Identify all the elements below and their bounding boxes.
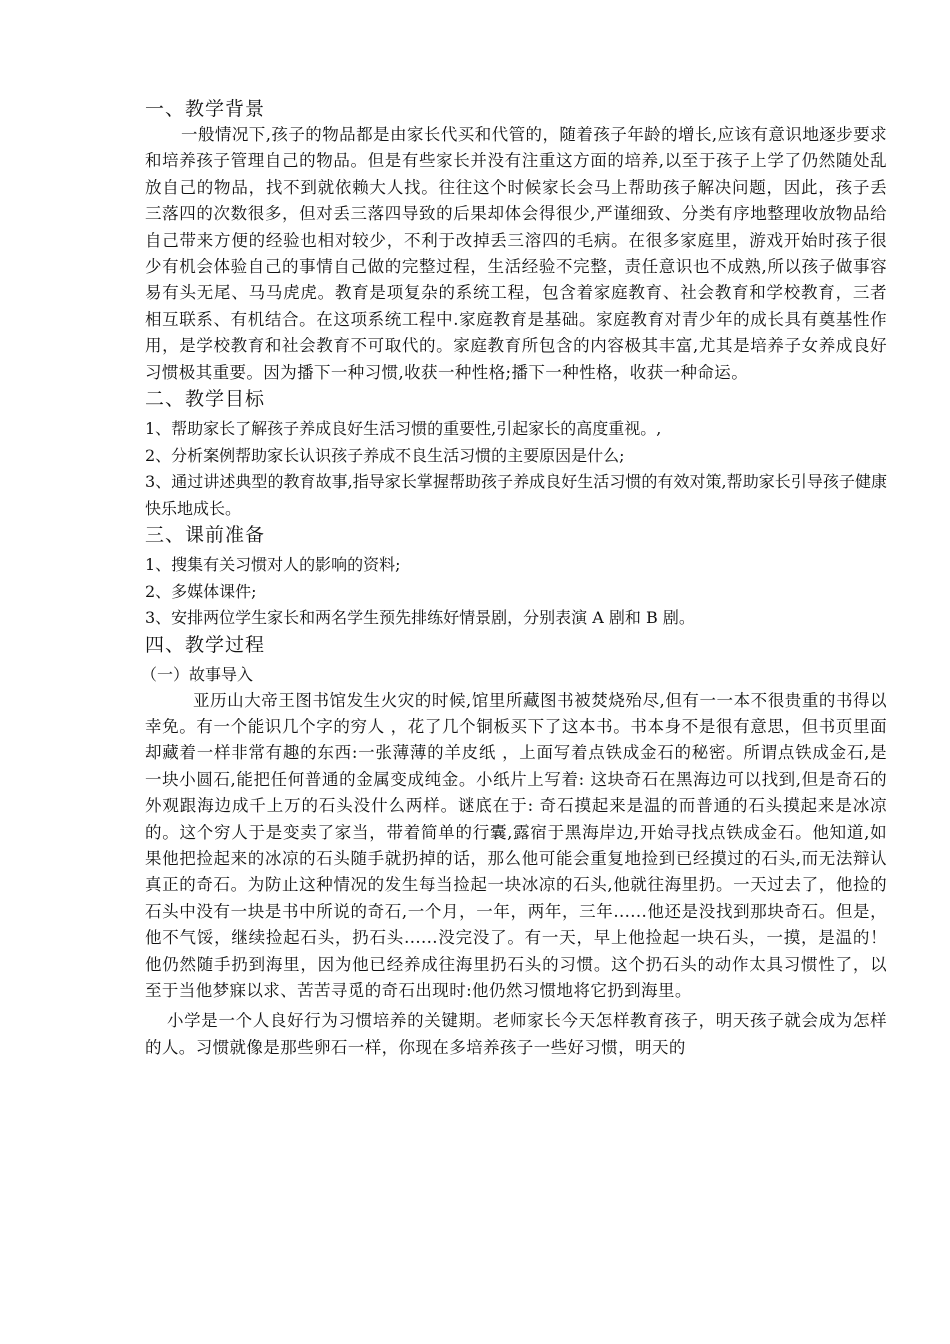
goal-item-1: 1、帮助家长了解孩子养成良好生活习惯的重要性,引起家长的高度重视。, <box>145 419 662 439</box>
goal-item-2: 2、分析案例帮助家长认识孩子养成不良生活习惯的主要原因是什么; <box>145 445 625 465</box>
story-paragraph: 亚历山大帝王图书馆发生火灾的时候,馆里所藏图书被焚烧殆尽,但有一一本不很贵重的书得以幸免。有一个能识几个字的穷人 ，花了几个铜板买下了这本书。书本身不是很有意思，但书页里面却藏着一样非常有趣的东西:一张薄薄的羊皮纸 ，上面写着点铁成金石的秘密。所谓点铁成金石,是一块小圆石,能把任何普通的金属变成纯金。小纸片上写着: 这块奇石在黑海边可以找到,但是奇石的外观跟海边成千上万的石头没什么两样。谜底在于: 奇石摸起来是温的而普通的石头摸起来是冰凉的。这个穷人于是变卖了家当，带着简单的行囊,露宿于黑海岸边,开始寻找点铁成金石。他知道,如果他把捡起来的冰凉的石头随手就扔掉的话，那么他可能会重复地捡到已经摸过的石头,而无法辩认真正的奇石。为防止这种情况的发生每当捡起一块冰凉的石头,他就往海里扔。一天过去了，他捡的石头中没有一块是书中所说的奇石,一个月，一年，两年，三年......他还是没找到那块奇石。但是，他不气馁，继续捡起石头，扔石头......没完没了。有一天，早上他捡起一块石头，一摸，是温的！他仍然随手扔到海里，因为他已经养成往海里扔石头的习惯。这个扔石头的动作太具习惯性了，以至于当他梦寐以求、苦苦寻觅的奇石出现时:他仍然习惯地将它扔到海里。 <box>145 690 888 1001</box>
section-heading-process: 四、教学过程 <box>145 633 266 656</box>
section-heading-goals: 二、教学目标 <box>145 388 266 411</box>
process-subheading: （一）故事导入 <box>141 664 254 684</box>
closing-paragraph: 小学是一个人良好行为习惯培养的关键期。老师家长今天怎样教育孩子，明天孩子就会成为怎样的人。习惯就像是那些卵石一样，你现在多培养孩子一些好习惯，明天的 <box>145 1011 887 1057</box>
goal-item-3: 3、通过讲述典型的教育故事,指导家长掌握帮助孩子养成良好生活习惯的有效对策,帮助家长引导孩子健康快乐地成长。 <box>145 472 887 518</box>
preparation-item-2: 2、多媒体课件; <box>145 581 257 601</box>
document-page <box>141 96 888 1061</box>
preparation-item-3: 3、安排两位学生家长和两名学生预先排练好情景剧，分别表演 A 剧和 B 剧。 <box>145 608 695 628</box>
section-heading-preparation: 三、课前准备 <box>145 524 266 547</box>
section-heading-background: 一、教学背景 <box>145 98 266 120</box>
preparation-item-1: 1、搜集有关习惯对人的影响的资料; <box>145 555 401 575</box>
background-paragraph: 一般情况下,孩子的物品都是由家长代买和代管的，随着孩子年龄的增长,应该有意识地逐步要求和培养孩子管理自己的物品。但是有些家长并没有注重这方面的培养,以至于孩子上学了仍然随处乱放自己的物品，找不到就依赖大人找。往往这个时候家长会马上帮助孩子解决问题，因此，孩子丢三落四的次数很多，但对丢三落四导致的后果却体会得很少,严谨细致、分类有序地整理收放物品给自己带来方便的经验也相对较少，不利于改掉丢三溶四的毛病。在很多家庭里，游戏开始时孩子很少有机会体验自己的事情自己做的完整过程，生活经验不完整，责任意识也不成熟,所以孩子做事容易有头无尾、马马虎虎。教育是项复杂的系统工程，包含着家庭教育、社会教育和学校教育，三者相互联系、有机结合。在这项系统工程中.家庭教育是基础。家庭教育对青少年的成长具有奠基性作用，是学校教育和社会教育不可取代的。家庭教育所包含的内容极其丰富,尤其是培养子女养成良好习惯极其重要。因为播下一种习惯,收获一种性格;播下一种性格，收获一种命运。 <box>145 125 887 382</box>
